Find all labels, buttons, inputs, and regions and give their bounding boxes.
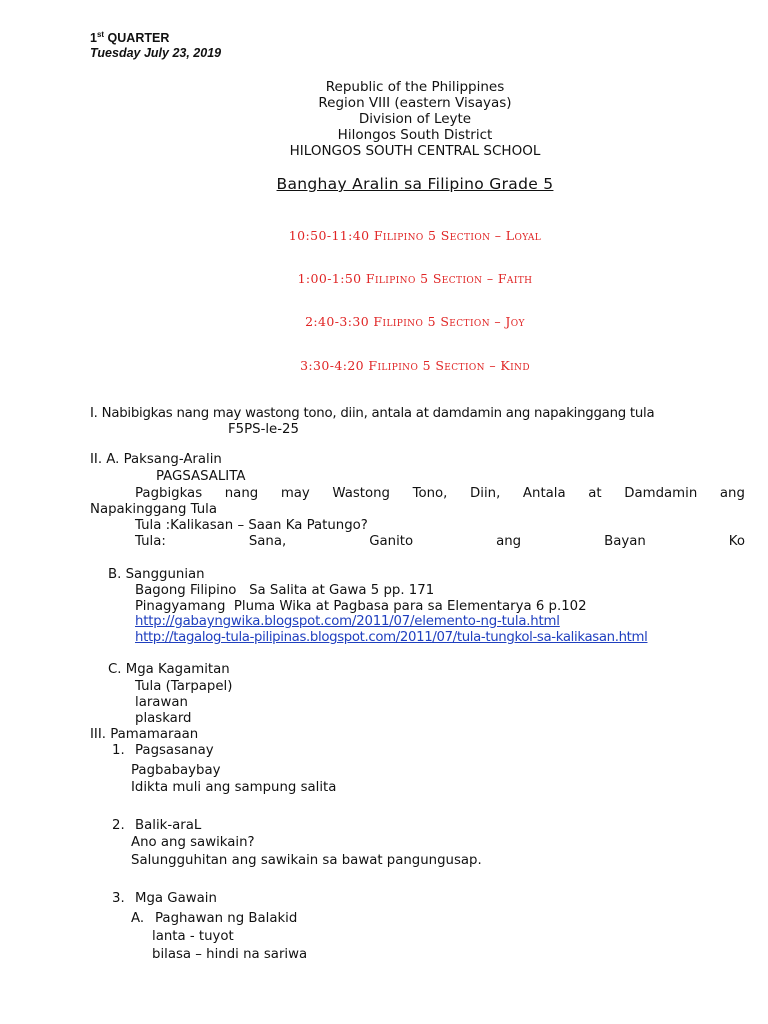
paksang-sub: PAGSASALITA: [156, 469, 246, 484]
tula-word: Ko: [728, 534, 745, 549]
school-name: HILONGOS SOUTH CENTRAL SCHOOL: [289, 143, 541, 159]
topic-tail: Napakinggang Tula: [90, 502, 218, 517]
lesson-date: Tuesday July 23, 2019: [90, 46, 222, 60]
topic-word: ang: [719, 486, 745, 501]
topic-word: Diin,: [470, 486, 501, 501]
objective-text: I. Nabibigkas nang may wastong tono, diin, antala at damdamin ang napakinggang tula: [90, 406, 655, 421]
topic-justified-line: [135, 486, 745, 501]
schedule-line: 1:00-1:50 Filipino 5 Section – Faith: [297, 271, 533, 286]
vocabulary-item: lanta - tuyot: [152, 929, 234, 944]
step-number: 1.: [112, 743, 125, 758]
tula-word: ang: [496, 534, 522, 549]
schedule-line: 10:50-11:40 Filipino 5 Section – Loyal: [288, 228, 542, 243]
step-item: Salungguhitan ang sawikain sa bawat pangungusap.: [131, 853, 482, 868]
section-heading-sanggunian: B. Sanggunian: [108, 567, 205, 582]
schedule-line: 3:30-4:20 Filipino 5 Section – Kind: [300, 358, 530, 373]
material-item: plaskard: [135, 711, 192, 726]
material-item: larawan: [135, 695, 188, 710]
reference-link[interactable]: http://tagalog-tula-pilipinas.blogspot.com/2011/07/tula-tungkol-sa-kalikasan.html: [135, 630, 648, 645]
sub-step-title: Paghawan ng Balakid: [155, 911, 298, 926]
topic-word: Wastong: [332, 486, 390, 501]
tula-word: Bayan: [604, 534, 646, 549]
tula-2-justified-line: [135, 534, 745, 549]
tula-word: Sana,: [248, 534, 287, 549]
step-item: Idikta muli ang sampung salita: [131, 780, 337, 795]
step-number: 3.: [112, 891, 125, 906]
topic-word: Pagbigkas: [135, 486, 203, 501]
step-item: Pagbabaybay: [131, 763, 221, 778]
quarter-label: 1st QUARTER: [90, 30, 170, 46]
document-title: Banghay Aralin sa Filipino Grade 5: [276, 175, 554, 193]
step-title: Mga Gawain: [135, 891, 217, 906]
step-title: Balik-araL: [135, 818, 202, 833]
material-item: Tula (Tarpapel): [135, 679, 233, 694]
step-item: Ano ang sawikain?: [131, 835, 255, 850]
tula-word: Tula:: [135, 534, 166, 549]
step-title: Pagsasanay: [135, 743, 214, 758]
topic-word: at: [588, 486, 602, 501]
vocabulary-item: bilasa – hindi na sariwa: [152, 947, 308, 962]
school-line: Republic of the Philippines: [325, 79, 505, 95]
topic-word: nang: [224, 486, 259, 501]
section-heading-paksang: II. A. Paksang-Aralin: [90, 452, 222, 467]
topic-word: Tono,: [412, 486, 448, 501]
topic-word: Antala: [522, 486, 566, 501]
reference-item: Bagong Filipino Sa Salita at Gawa 5 pp. 171: [135, 583, 435, 598]
school-line: Hilongos South District: [337, 127, 493, 143]
section-heading-pamamaraan: III. Pamamaraan: [90, 727, 199, 742]
topic-word: may: [280, 486, 310, 501]
reference-link[interactable]: http://gabayngwika.blogspot.com/2011/07/elemento-ng-tula.html: [135, 614, 560, 629]
school-line: Region VIII (eastern Visayas): [318, 95, 512, 111]
schedule-line: 2:40-3:30 Filipino 5 Section – Joy: [305, 314, 525, 329]
objective-code: F5PS-le-25: [228, 422, 299, 437]
school-line: Division of Leyte: [358, 111, 472, 127]
sub-step-letter: A.: [131, 911, 145, 926]
tula-word: Ganito: [369, 534, 414, 549]
topic-word: Damdamin: [624, 486, 698, 501]
step-number: 2.: [112, 818, 125, 833]
tula-1: Tula :Kalikasan – Saan Ka Patungo?: [135, 518, 368, 533]
section-heading-kagamitan: C. Mga Kagamitan: [108, 662, 230, 677]
reference-item: Pinagyamang Pluma Wika at Pagbasa para sa Elementarya 6 p.102: [135, 599, 587, 614]
